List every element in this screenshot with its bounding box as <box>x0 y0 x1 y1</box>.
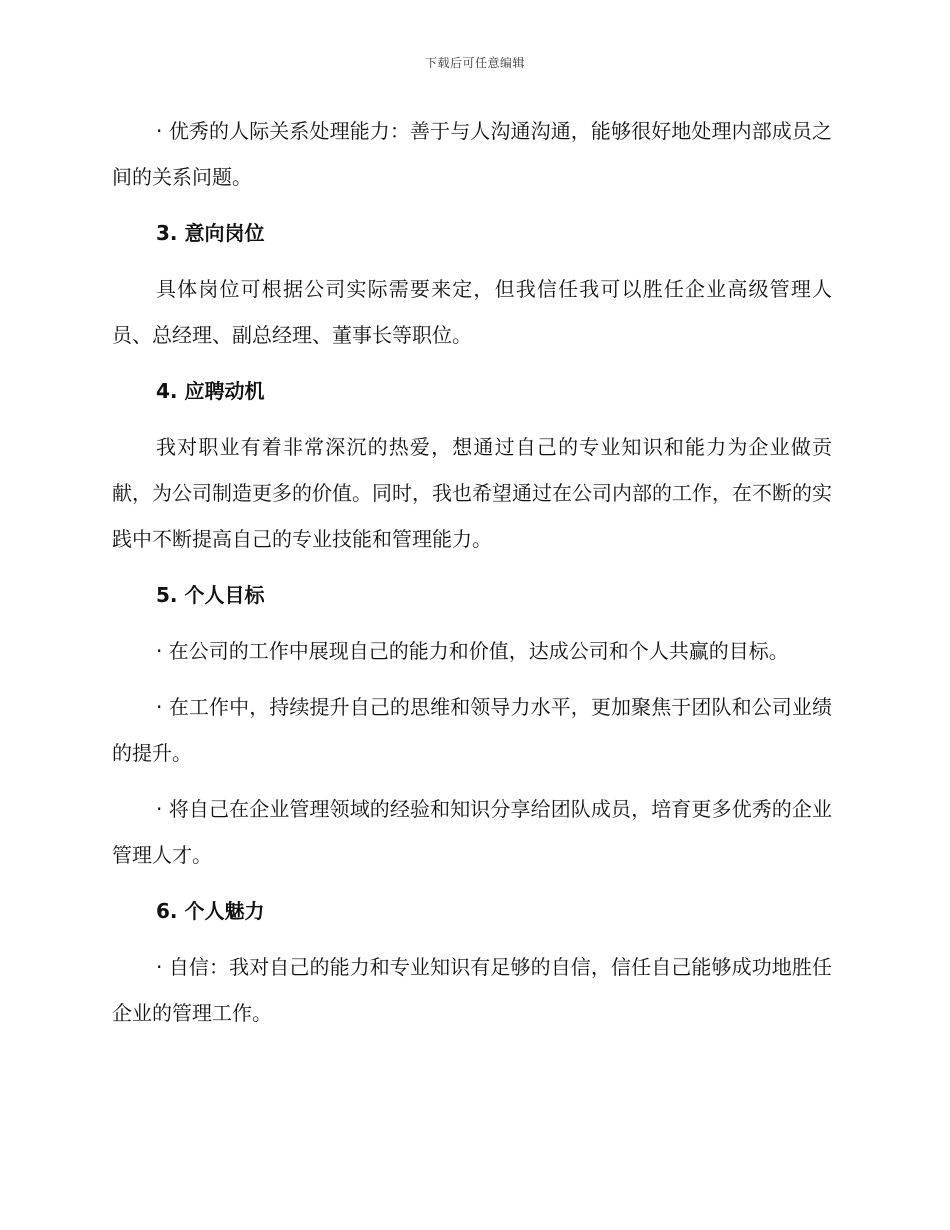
paragraph-goal-3: · 将自己在企业管理领域的经验和知识分享给团队成员，培育更多优秀的企业管理人才。 <box>112 797 832 867</box>
page-header: 下载后可任意编辑 <box>424 56 525 70</box>
paragraph-goal-1: · 在公司的工作中展现自己的能力和价值，达成公司和个人共赢的目标。 <box>156 639 789 663</box>
paragraph-goal-2: · 在工作中，持续提升自己的思维和领导力水平，更加聚焦于团队和公司业绩的提升。 <box>112 695 832 765</box>
heading-desired-position: 3. 意向岗位 <box>156 221 265 245</box>
paragraph-interpersonal-skills: · 优秀的人际关系处理能力：善于与人沟通沟通，能够很好地处理内部成员之间的关系问题。 <box>112 119 832 189</box>
paragraph-desired-position: 具体岗位可根据公司实际需要来定，但我信任我可以胜任企业高级管理人员、总经理、副总经理、董事长等职位。 <box>112 277 832 347</box>
heading-motivation: 4. 应聘动机 <box>156 379 265 403</box>
paragraph-motivation: 我对职业有着非常深沉的热爱，想通过自己的专业知识和能力为企业做贡献，为公司制造更多的价值。同时，我也希望通过在公司内部的工作，在不断的实践中不断提高自己的专业技能和管理能力。 <box>112 435 832 551</box>
heading-personal-goals: 5. 个人目标 <box>156 583 265 607</box>
paragraph-confidence: · 自信：我对自己的能力和专业知识有足够的自信，信任自己能够成功地胜任企业的管理工作。 <box>112 955 832 1025</box>
document-body <box>112 108 832 1046</box>
heading-personal-charm: 6. 个人魅力 <box>156 899 265 923</box>
